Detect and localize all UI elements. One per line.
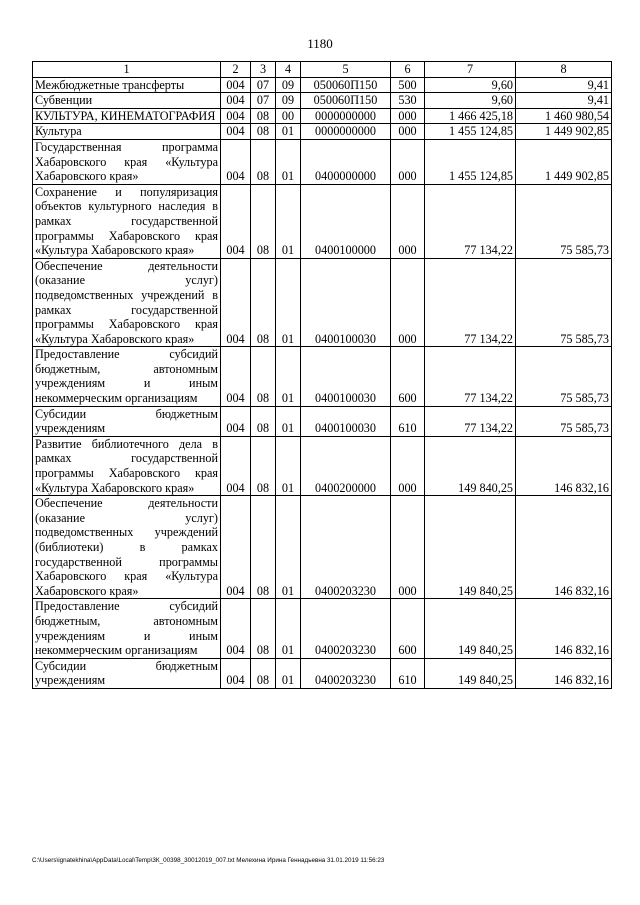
header-cell: 3	[251, 62, 276, 78]
expense-type-code: 000	[391, 184, 425, 258]
amount-col-7: 149 840,25	[425, 496, 516, 599]
section-code: 08	[251, 406, 276, 436]
section-code: 08	[251, 658, 276, 688]
amount-col-8: 1 449 902,85	[516, 139, 612, 184]
expense-type-code: 600	[391, 347, 425, 406]
row-name: Предоставление субсидий бюджетным, автономным учреждениям и иным некоммерческим организациям	[33, 347, 221, 406]
row-name: Государственная программа Хабаровского края «Культура Хабаровского края»	[33, 139, 221, 184]
amount-col-8: 146 832,16	[516, 436, 612, 495]
expense-type-code: 000	[391, 258, 425, 347]
header-cell: 4	[276, 62, 301, 78]
target-article-code: 0000000000	[301, 124, 391, 140]
table-row	[33, 406, 612, 436]
ministry-code: 004	[221, 496, 251, 599]
ministry-code: 004	[221, 406, 251, 436]
table-row	[33, 496, 612, 599]
header-cell: 6	[391, 62, 425, 78]
target-article-code: 0400203230	[301, 599, 391, 658]
subsection-code: 01	[276, 599, 301, 658]
ministry-code: 004	[221, 436, 251, 495]
header-cell: 2	[221, 62, 251, 78]
subsection-code: 09	[276, 77, 301, 93]
section-code: 08	[251, 258, 276, 347]
table-row	[33, 124, 612, 140]
expense-type-code: 000	[391, 436, 425, 495]
subsection-code: 01	[276, 436, 301, 495]
header-cell: 7	[425, 62, 516, 78]
amount-col-8: 146 832,16	[516, 496, 612, 599]
budget-table	[32, 61, 612, 689]
amount-col-8: 9,41	[516, 77, 612, 93]
subsection-code: 01	[276, 496, 301, 599]
subsection-code: 01	[276, 258, 301, 347]
table-row	[33, 184, 612, 258]
amount-col-7: 9,60	[425, 77, 516, 93]
ministry-code: 004	[221, 139, 251, 184]
section-code: 08	[251, 124, 276, 140]
ministry-code: 004	[221, 77, 251, 93]
row-name: Субсидии бюджетным учреждениям	[33, 406, 221, 436]
expense-type-code: 000	[391, 124, 425, 140]
target-article-code: 050060П150	[301, 93, 391, 109]
page-number: 1180	[307, 36, 333, 51]
expense-type-code: 610	[391, 658, 425, 688]
header-row	[33, 62, 612, 78]
ministry-code: 004	[221, 184, 251, 258]
amount-col-7: 77 134,22	[425, 347, 516, 406]
amount-col-8: 75 585,73	[516, 184, 612, 258]
subsection-code: 00	[276, 108, 301, 124]
amount-col-8: 9,41	[516, 93, 612, 109]
expense-type-code: 000	[391, 108, 425, 124]
section-code: 07	[251, 77, 276, 93]
header-cell: 8	[516, 62, 612, 78]
amount-col-8: 1 449 902,85	[516, 124, 612, 140]
ministry-code: 004	[221, 658, 251, 688]
section-code: 08	[251, 599, 276, 658]
table-row	[33, 347, 612, 406]
ministry-code: 004	[221, 124, 251, 140]
expense-type-code: 000	[391, 139, 425, 184]
amount-col-7: 149 840,25	[425, 658, 516, 688]
target-article-code: 050060П150	[301, 77, 391, 93]
row-name: Развитие библиотечного дела в рамках государственной программы Хабаровского края «Культура Хабаровского края»	[33, 436, 221, 495]
subsection-code: 01	[276, 124, 301, 140]
amount-col-7: 149 840,25	[425, 599, 516, 658]
table-row	[33, 658, 612, 688]
row-name: Обеспечение деятельности (оказание услуг) подведомственных учреждений в рамках государственной программы Хабаровского края «Культура Хабаровского края»	[33, 258, 221, 347]
amount-col-7: 1 455 124,85	[425, 139, 516, 184]
row-name: Сохранение и популяризация объектов культурного наследия в рамках государственной программы Хабаровского края «Культура Хабаровского края»	[33, 184, 221, 258]
row-name: Предоставление субсидий бюджетным, автономным учреждениям и иным некоммерческим организациям	[33, 599, 221, 658]
section-code: 08	[251, 496, 276, 599]
expense-type-code: 610	[391, 406, 425, 436]
table-body	[33, 77, 612, 688]
amount-col-7: 77 134,22	[425, 406, 516, 436]
target-article-code: 0400200000	[301, 436, 391, 495]
amount-col-7: 1 466 425,18	[425, 108, 516, 124]
expense-type-code: 500	[391, 77, 425, 93]
amount-col-7: 149 840,25	[425, 436, 516, 495]
section-code: 07	[251, 93, 276, 109]
amount-col-7: 77 134,22	[425, 184, 516, 258]
target-article-code: 0400000000	[301, 139, 391, 184]
target-article-code: 0400100030	[301, 347, 391, 406]
expense-type-code: 000	[391, 496, 425, 599]
ministry-code: 004	[221, 258, 251, 347]
table-row	[33, 599, 612, 658]
amount-col-8: 75 585,73	[516, 406, 612, 436]
file-path-footer: C:\Users\ignatekhina\AppData\Local\Temp\3К_00398_30012019_007.txt Мелехина Ирина Геннадьевна 31.01.2019 11:56:23	[32, 857, 385, 864]
target-article-code: 0400203230	[301, 496, 391, 599]
row-name: Субсидии бюджетным учреждениям	[33, 658, 221, 688]
amount-col-8: 75 585,73	[516, 347, 612, 406]
section-code: 08	[251, 108, 276, 124]
amount-col-8: 75 585,73	[516, 258, 612, 347]
table-row	[33, 139, 612, 184]
row-name: Межбюджетные трансферты	[33, 77, 221, 93]
subsection-code: 09	[276, 93, 301, 109]
target-article-code: 0400203230	[301, 658, 391, 688]
row-name: Обеспечение деятельности (оказание услуг) подведомственных учреждений (библиотеки) в рамках государственной программы Хабаровского края «Культура Хабаровского края»	[33, 496, 221, 599]
target-article-code: 0400100000	[301, 184, 391, 258]
amount-col-8: 146 832,16	[516, 658, 612, 688]
amount-col-7: 9,60	[425, 93, 516, 109]
section-code: 08	[251, 139, 276, 184]
table-row	[33, 436, 612, 495]
amount-col-7: 1 455 124,85	[425, 124, 516, 140]
section-code: 08	[251, 436, 276, 495]
subsection-code: 01	[276, 184, 301, 258]
ministry-code: 004	[221, 93, 251, 109]
subsection-code: 01	[276, 347, 301, 406]
amount-col-8: 146 832,16	[516, 599, 612, 658]
target-article-code: 0000000000	[301, 108, 391, 124]
table-row	[33, 108, 612, 124]
header-cell: 1	[33, 62, 221, 78]
row-name: КУЛЬТУРА, КИНЕМАТОГРАФИЯ	[33, 108, 221, 124]
ministry-code: 004	[221, 108, 251, 124]
section-code: 08	[251, 184, 276, 258]
row-name: Субвенции	[33, 93, 221, 109]
amount-col-8: 1 460 980,54	[516, 108, 612, 124]
amount-col-7: 77 134,22	[425, 258, 516, 347]
ministry-code: 004	[221, 599, 251, 658]
table-row	[33, 258, 612, 347]
header-cell: 5	[301, 62, 391, 78]
subsection-code: 01	[276, 406, 301, 436]
table-row	[33, 93, 612, 109]
expense-type-code: 600	[391, 599, 425, 658]
row-name: Культура	[33, 124, 221, 140]
expense-type-code: 530	[391, 93, 425, 109]
section-code: 08	[251, 347, 276, 406]
target-article-code: 0400100030	[301, 406, 391, 436]
subsection-code: 01	[276, 139, 301, 184]
target-article-code: 0400100030	[301, 258, 391, 347]
table-row	[33, 77, 612, 93]
subsection-code: 01	[276, 658, 301, 688]
ministry-code: 004	[221, 347, 251, 406]
